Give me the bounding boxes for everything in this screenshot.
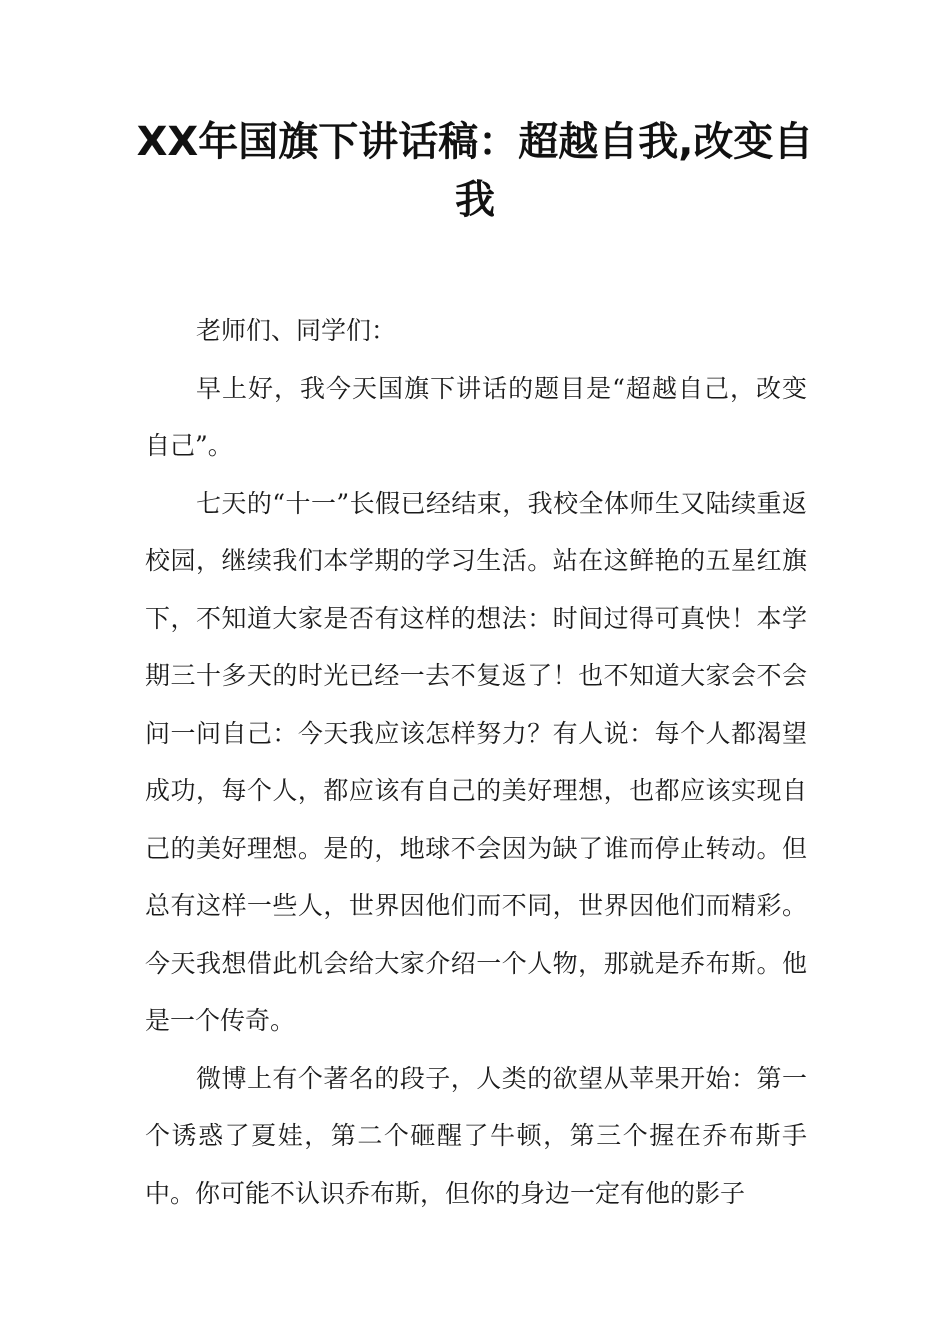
paragraph-main: 七天的“十一”长假已经结束，我校全体师生又陆续重返校园，继续我们本学期的学习生活。站在这鲜艳的五星红旗下，不知道大家是否有这样的想法：时间过得可真快！本学期三十多天的时光已经一去不复返了！也不知道大家会不会问一问自己：今天我应该怎样努力？有人说：每个人都渴望成功，每个人，都应该有自己的美好理想，也都应该实现自己的美好理想。是的，地球不会因为缺了谁而停止转动。但总有这样一些人，世界因他们而不同，世界因他们而精彩。今天我想借此机会给大家介绍一个人物，那就是乔布斯。他是一个传奇。 <box>145 488 807 1035</box>
document-title: XX年国旗下讲话稿：超越自我,改变自我 <box>136 119 814 223</box>
paragraph-greeting: 老师们、同学们： <box>196 316 397 345</box>
document-body <box>145 302 807 1222</box>
paragraph-opening: 早上好，我今天国旗下讲话的题目是“超越自己，改变自己”。 <box>145 373 807 460</box>
paragraph-weibo: 微博上有个著名的段子，人类的欲望从苹果开始：第一个诱惑了夏娃，第二个砸醒了牛顿，第三个握在乔布斯手中。你可能不认识乔布斯，但你的身边一定有他的影子 <box>145 1063 807 1208</box>
